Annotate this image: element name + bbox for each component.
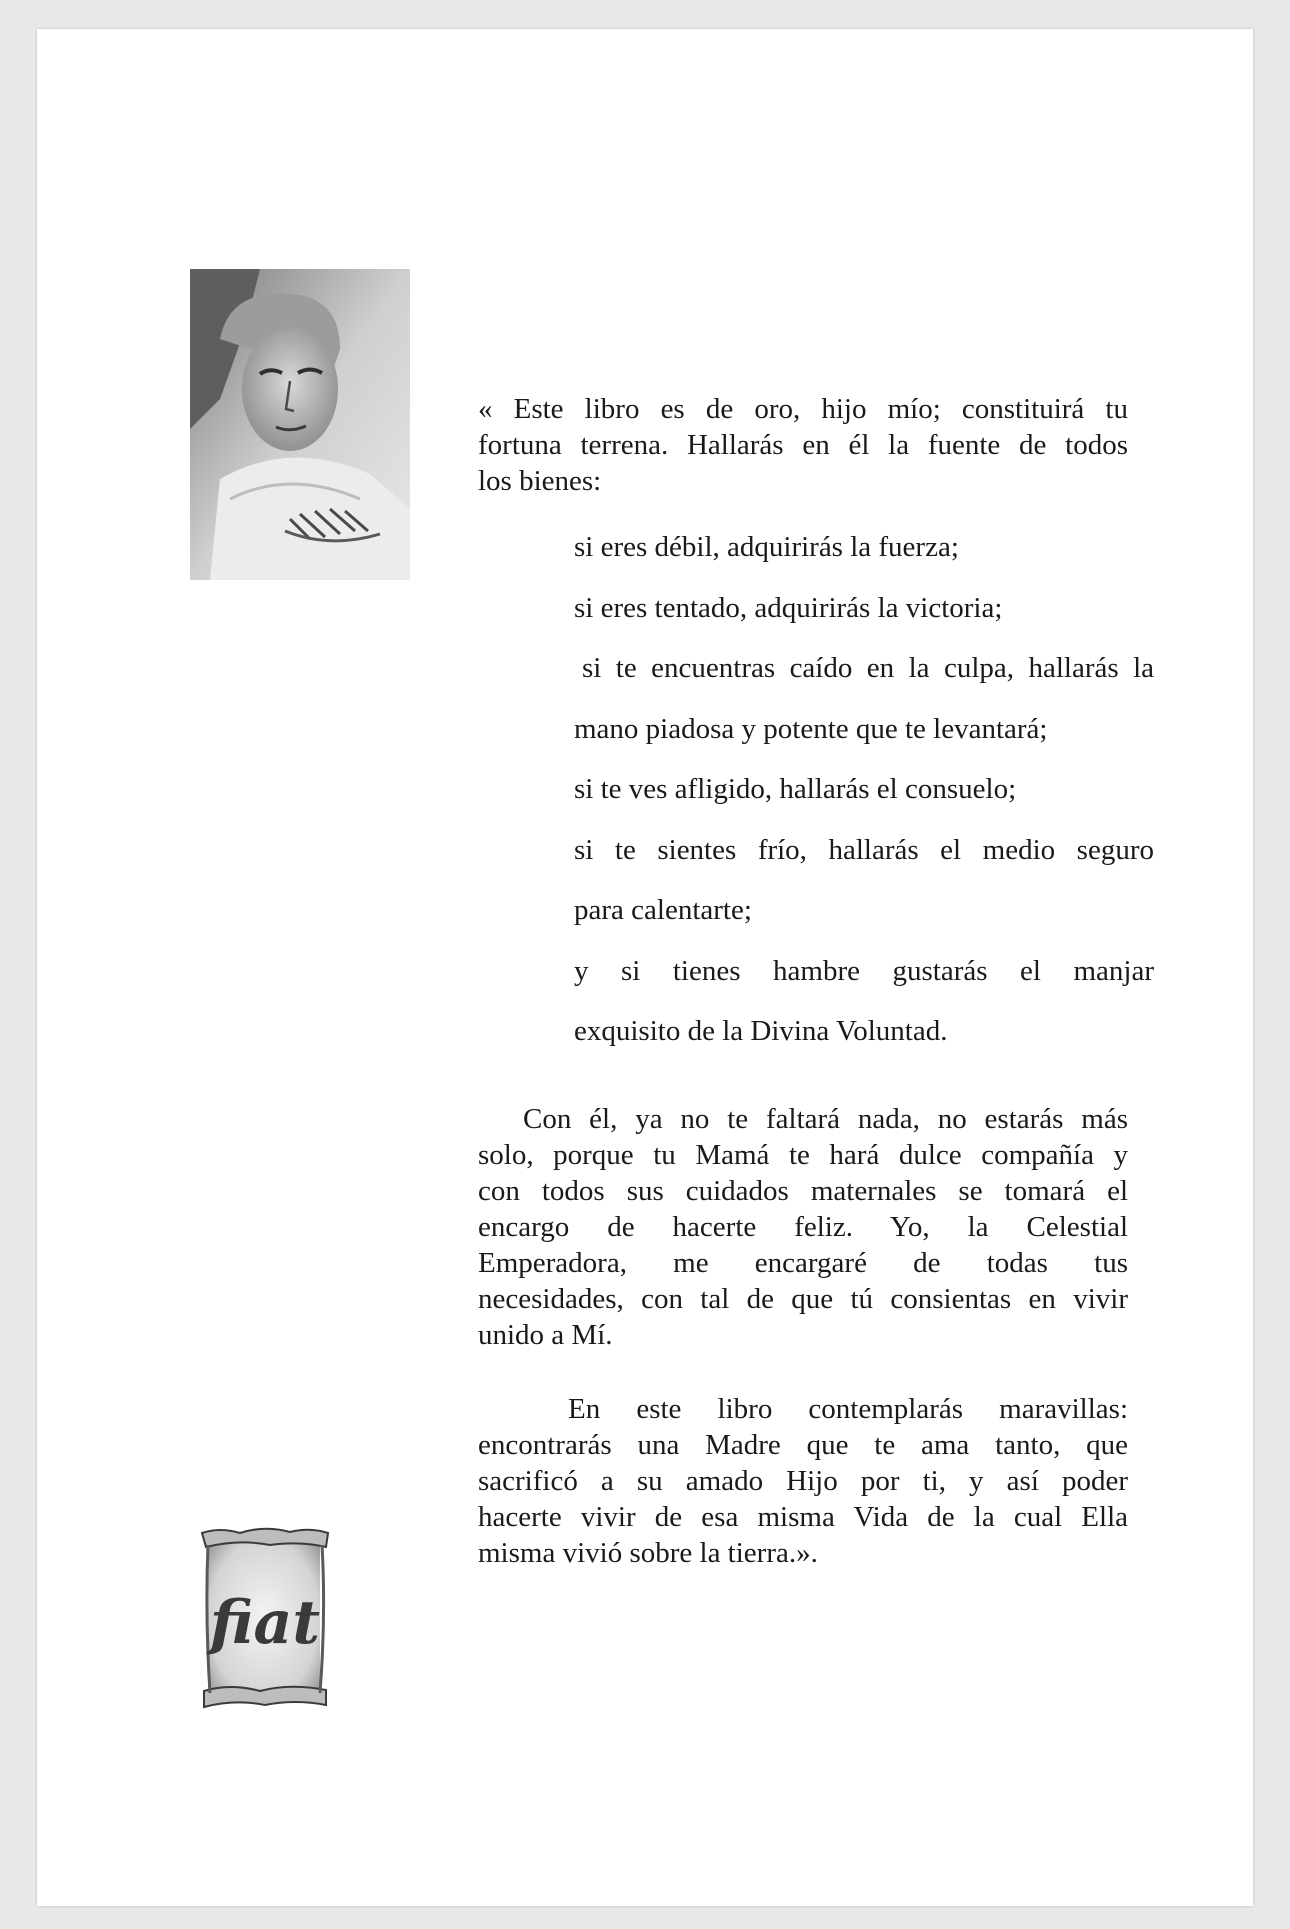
paragraph-line: sacrificó a su amado Hijo por ti, y así poder — [478, 1465, 1128, 1497]
document-page — [37, 29, 1253, 1906]
paragraph-line: encargo de hacerte feliz. Yo, la Celestial — [478, 1211, 1128, 1243]
verse-line: si eres tentado, adquirirás la victoria; — [574, 591, 1003, 624]
paragraph-line: Emperadora, me encargaré de todas tus — [478, 1247, 1128, 1279]
verse-line: si te ves afligido, hallarás el consuelo; — [574, 773, 1017, 805]
verse-line: y si tienes hambre gustarás el manjar — [574, 954, 1154, 987]
paragraph-line: Con él, ya no te faltará nada, no estarás más — [523, 1103, 1128, 1135]
verse-line: para calentarte; — [574, 894, 752, 926]
intro-line: « Este libro es de oro, hijo mío; constituirá tu — [478, 393, 1128, 425]
fiat-logo-text: fiat — [209, 1588, 321, 1658]
verse-line: si te sientes frío, hallarás el medio seguro — [574, 833, 1154, 866]
fiat-scroll-logo — [200, 1525, 330, 1709]
paragraph-line: En este libro contemplarás maravillas: — [568, 1393, 1128, 1425]
portrait-photo — [190, 269, 410, 580]
intro-line: los bienes: — [478, 465, 602, 497]
paragraph-line: hacerte vivir de esa misma Vida de la cual Ella — [478, 1501, 1128, 1533]
intro-paragraph — [478, 391, 1128, 499]
paragraph-line: con todos sus cuidados maternales se tomará el — [478, 1175, 1128, 1207]
paragraph-line: encontrarás una Madre que te ama tanto, que — [478, 1429, 1128, 1461]
paragraph-line: solo, porque tu Mamá te hará dulce compañía y — [478, 1139, 1128, 1171]
paragraph-line: misma vivió sobre la tierra.». — [478, 1537, 818, 1569]
paragraph-line: unido a Mí. — [478, 1319, 613, 1351]
verse-line: exquisito de la Divina Voluntad. — [574, 1015, 948, 1047]
third-paragraph — [478, 1391, 1128, 1571]
verse-list — [574, 529, 1154, 1074]
verse-line: si eres débil, adquirirás la fuerza; — [574, 531, 959, 563]
paragraph-line: necesidades, con tal de que tú consientas en vivir — [478, 1283, 1128, 1315]
intro-line: fortuna terrena. Hallarás en él la fuente de todos — [478, 429, 1128, 461]
second-paragraph — [478, 1101, 1128, 1353]
verse-line: mano piadosa y potente que te levantará; — [574, 712, 1048, 745]
verse-line: si te encuentras caído en la culpa, hallarás la — [582, 652, 1154, 684]
